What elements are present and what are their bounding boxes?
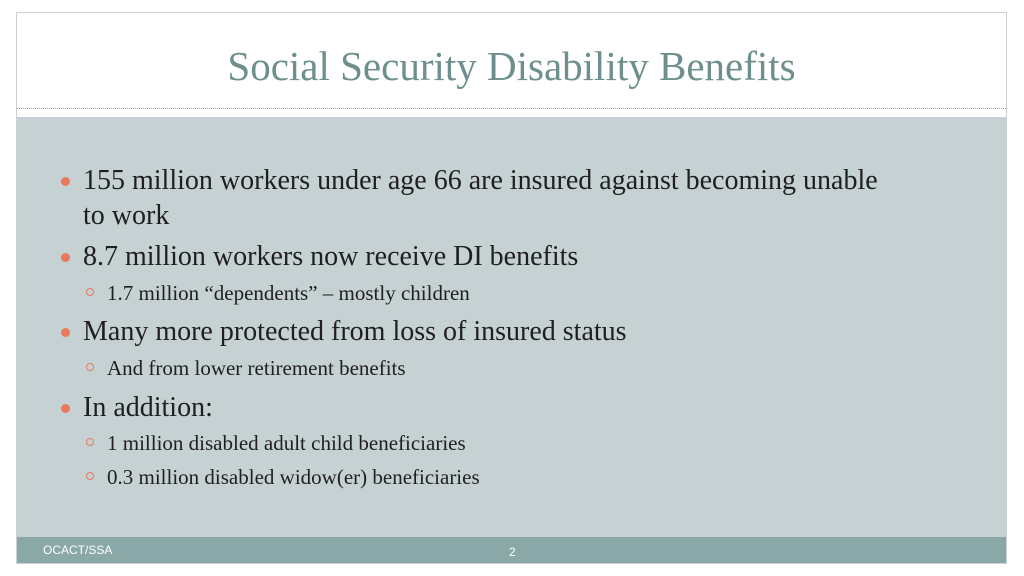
bullet-item — [83, 314, 903, 349]
bullet-text: 155 million workers under age 66 are insured against becoming unable to work — [83, 165, 878, 231]
footer-org-label: OCACT/SSA — [43, 543, 113, 557]
hollow-bullet-icon — [86, 438, 94, 446]
bullet-dot-icon — [61, 328, 70, 337]
bullet-item — [83, 163, 903, 233]
bullet-item — [83, 239, 903, 274]
sub-bullet-item — [107, 464, 887, 490]
bullet-text: In addition: — [83, 392, 213, 423]
sub-bullet-text: 0.3 million disabled widow(er) beneficiaries — [107, 465, 480, 489]
slide-title: Social Security Disability Benefits — [227, 43, 796, 89]
hollow-bullet-icon — [86, 472, 94, 480]
page-number: 2 — [509, 545, 516, 559]
sub-bullet-text: 1 million disabled adult child beneficiaries — [107, 431, 466, 455]
footer-bar — [17, 537, 1006, 564]
sub-bullet-item — [107, 430, 887, 456]
sub-bullet-text: And from lower retirement benefits — [107, 356, 406, 380]
sub-bullet-item — [107, 355, 887, 381]
bullet-dot-icon — [61, 253, 70, 262]
hollow-bullet-icon — [86, 363, 94, 371]
sub-bullet-item — [107, 280, 887, 306]
content-area — [17, 117, 1006, 537]
slide — [16, 12, 1007, 564]
bullet-item — [83, 390, 903, 425]
bullet-text: 8.7 million workers now receive DI benefits — [83, 241, 579, 272]
bullet-dot-icon — [61, 404, 70, 413]
hollow-bullet-icon — [86, 288, 94, 296]
bullet-text: Many more protected from loss of insured status — [83, 316, 627, 347]
sub-bullet-text: 1.7 million “dependents” – mostly children — [107, 281, 470, 305]
title-area — [17, 13, 1006, 109]
bullet-dot-icon — [61, 177, 70, 186]
